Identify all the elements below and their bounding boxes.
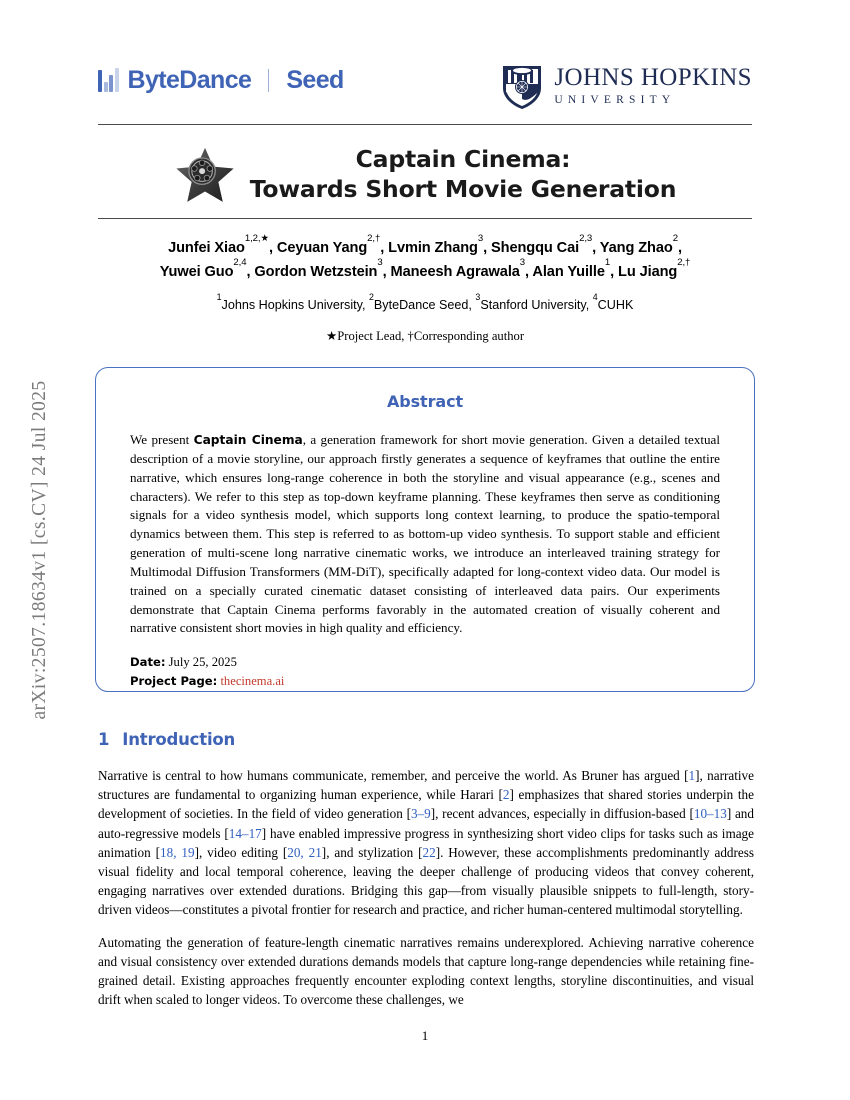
paper-title	[98, 136, 752, 212]
abstract-method-name: Captain Cinema	[193, 433, 303, 447]
section-number: 1	[98, 730, 110, 749]
title-text	[250, 144, 677, 204]
header-logos	[98, 62, 752, 124]
date-value: July 25, 2025	[168, 655, 237, 670]
johns-hopkins-logo	[501, 62, 752, 110]
title-line-2: Towards Short Movie Generation	[249, 175, 677, 203]
film-reel-star-icon	[174, 146, 236, 206]
paragraph-1: Narrative is central to how humans communicate, remember, and perceive the world. As Bruner has argued [1], narrative structures are fundamental to organizing human experience, while Harari [2] emphasizes that shared stories underpin the development of societies. In the field of video generation [3–9], recent advances, especially in diffusion-based [10–13] and auto-regressive models [14–17] have enabled impressive progress in synthesizing short video clips for tasks such as image animation [18, 19], video editing [20, 21], and stylization [22]. However, these accomplishments predominantly address visual fidelity and local temporal coherence, leaving the deeper challenge of producing videos that convey coherent, engaging narratives over extended durations. Bridging this gap—from visually plausible snippets to full-length, story-driven videos—constitutes a pivotal frontier for research and practice, and richer human-centered multimodal storytelling.	[98, 768, 755, 918]
abstract-metadata	[130, 653, 720, 690]
abstract-text	[130, 431, 720, 638]
section-title: Introduction	[122, 730, 236, 749]
abstract-lead: We present	[130, 432, 194, 447]
jhu-wordmark	[554, 65, 752, 107]
jhu-name: JOHNS HOPKINS	[554, 64, 752, 92]
jhu-university-label: UNIVERSITY	[554, 94, 676, 107]
page-number: 1	[421, 1028, 429, 1043]
abstract-box	[95, 367, 755, 692]
arxiv-stamp	[0, 0, 80, 1100]
header-rule-top	[98, 124, 752, 125]
section-heading-introduction	[98, 730, 235, 749]
date-row	[130, 653, 720, 672]
author-line-2: Yuwei Guo$^{2,4}$, Gordon Wetzstein$^3$, Maneesh Agrawala$^3$, Alan Yuille$^1$, Lu Jiang$^{2,\dagger}$	[159, 256, 691, 280]
author-line-1: Junfei Xiao$^{1,2,★}$, Ceyuan Yang$^{2,\dagger}$, Lvmin Zhang$^3$, Shengqu Cai$^{2,3}$, Yang Zhao$^2$,	[168, 232, 682, 256]
affiliations: $^1$Johns Hopkins University, $^2$ByteDance Seed, $^3$Stanford University, $^4$CUHK	[216, 291, 634, 313]
header-rule-bottom	[98, 218, 752, 219]
abstract-heading: Abstract	[386, 392, 464, 411]
project-page-row	[130, 672, 720, 691]
author-list	[98, 232, 752, 284]
bytedance-bars-icon	[98, 70, 119, 92]
abstract-body: , a generation framework for short movie generation. Given a detailed textual description of a movie storyline, our approach firstly generates a sequence of keyframes that outline the entire narrative, which ensures long-range coherence in both the storyline and visual appearance (e.g., scenes and characters). We refer to this step as top-down keyframe planning. These keyframes then serve as conditioning signals for a video synthesis model, which supports long context learning, to produce the spatio-temporal dynamics between them. This step is referred to as bottom-up video synthesis. To support stable and efficient generation of multi-scene long narrative cinematic works, we introduce an interleaved training strategy for Multimodal Diffusion Transformers (MM-DiT), specifically adapted for long-context video data. Our model is trained on a specially curated cinematic dataset consisting of interleaved data pairs. Our experiments demonstrate that Captain Cinema performs favorably in the automated creation of visually coherent and narrative consistent short movies in high quality and efficiency.	[130, 432, 720, 636]
project-page-link[interactable]: thecinema.ai	[220, 673, 285, 688]
author-footnote: ★Project Lead, †Corresponding author	[325, 329, 525, 343]
arxiv-stamp-text: arXiv:2507.18634v1 [cs.CV] 24 Jul 2025	[29, 380, 50, 720]
paragraph-2: Automating the generation of feature-length cinematic narratives remains underexplored. Achieving narrative coherence and visual consistency over extended durations demands models that capture long-range dependencies while retaining fine-grained detail. Existing approaches frequently encounter exploding context lengths, storyline discontinuities, and visual drift when scaled to longer videos. To overcome these challenges, we	[98, 934, 754, 1008]
project-page-label: Project Page:	[130, 673, 218, 688]
jhu-shield-icon	[501, 62, 543, 110]
bytedance-wordmark: ByteDance	[127, 66, 252, 94]
seed-wordmark: Seed	[286, 66, 344, 94]
bytedance-seed-logo	[98, 66, 344, 95]
introduction-body	[98, 766, 754, 1022]
date-label: Date:	[130, 655, 166, 670]
title-line-1: Captain Cinema:	[355, 144, 571, 173]
logo-divider	[268, 69, 269, 92]
